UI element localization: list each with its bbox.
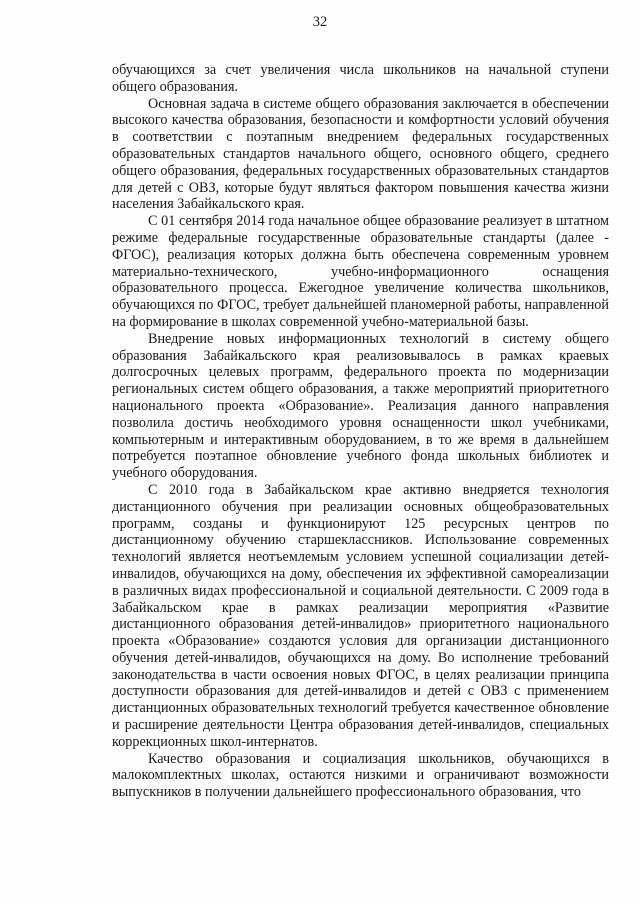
paragraph: С 01 сентября 2014 года начальное общее образование реализует в штатном режиме федеральные государственные образовательные стандарты (далее - ФГОС), реализация которых должна быть обеспечена современным уровнем материально-технического, учебно-информационного оснащения образовательного процесса. Ежегодное увеличение количества школьников, обучающихся по ФГОС, требует дальнейшей планомерной работы, направленной на формирование в школах современной учебно-материальной базы. (112, 213, 609, 330)
paragraph: Внедрение новых информационных технологий в систему общего образования Забайкальского края реализовывалось в рамках краевых долгосрочных целевых программ, федерального проекта по модернизации региональных систем общего образования, а также мероприятий приоритетного национального проекта «Образование». Реализация данного направления позволила достичь необходимого уровня оснащенности школ учебниками, компьютерным и интерактивным оборудованием, в то же время в дальнейшем потребуется поэтапное обновление учебного фонда школьных библиотек и учебного оборудования. (112, 330, 609, 482)
document-body (112, 62, 609, 801)
paragraph: Основная задача в системе общего образования заключается в обеспечении высокого качества образования, безопасности и комфортности условий обучения в соответствии с поэтапным внедрением федеральных государственных образовательных стандартов начального общего, основного общего, среднего общего образования, федеральных государственных образовательных стандартов для детей с ОВЗ, которые будут являться фактором повышения качества жизни населения Забайкальского края. (112, 95, 609, 213)
paragraph: обучающихся за счет увеличения числа школьников на начальной ступени общего образования. (112, 62, 609, 95)
page-number: 32 (312, 14, 328, 30)
paragraph: С 2010 года в Забайкальском крае активно внедряется технология дистанционного обучения при реализации основных общеобразовательных программ, созданы и функционируют 125 ресурсных центров по дистанционному обучению старшеклассников. Использование современных технологий является неотъемлемым условием успешной социализации детей-инвалидов, обучающихся на дому, обеспечения их эффективной самореализации в различных видах профессиональной и социальной деятельности. С 2009 года в Забайкальском крае в рамках реализации мероприятия «Развитие дистанционного образования детей-инвалидов» приоритетного национального проекта «Образование» создаются условия для организации дистанционного обучения детей-инвалидов, обучающихся на дому. Во исполнение требований законодательства в части освоения новых ФГОС, в целях реализации принципа доступности образования для детей-инвалидов и детей с ОВЗ с применением дистанционных образовательных технологий требуется качественное обновление и расширение деятельности Центра образования детей-инвалидов, специальных коррекционных школ-интернатов. (112, 481, 609, 750)
paragraph: Качество образования и социализация школьников, обучающихся в малокомплектных школах, остаются низкими и ограничивают возможности выпускников в получении дальнейшего профессионального образования, что (112, 750, 609, 801)
